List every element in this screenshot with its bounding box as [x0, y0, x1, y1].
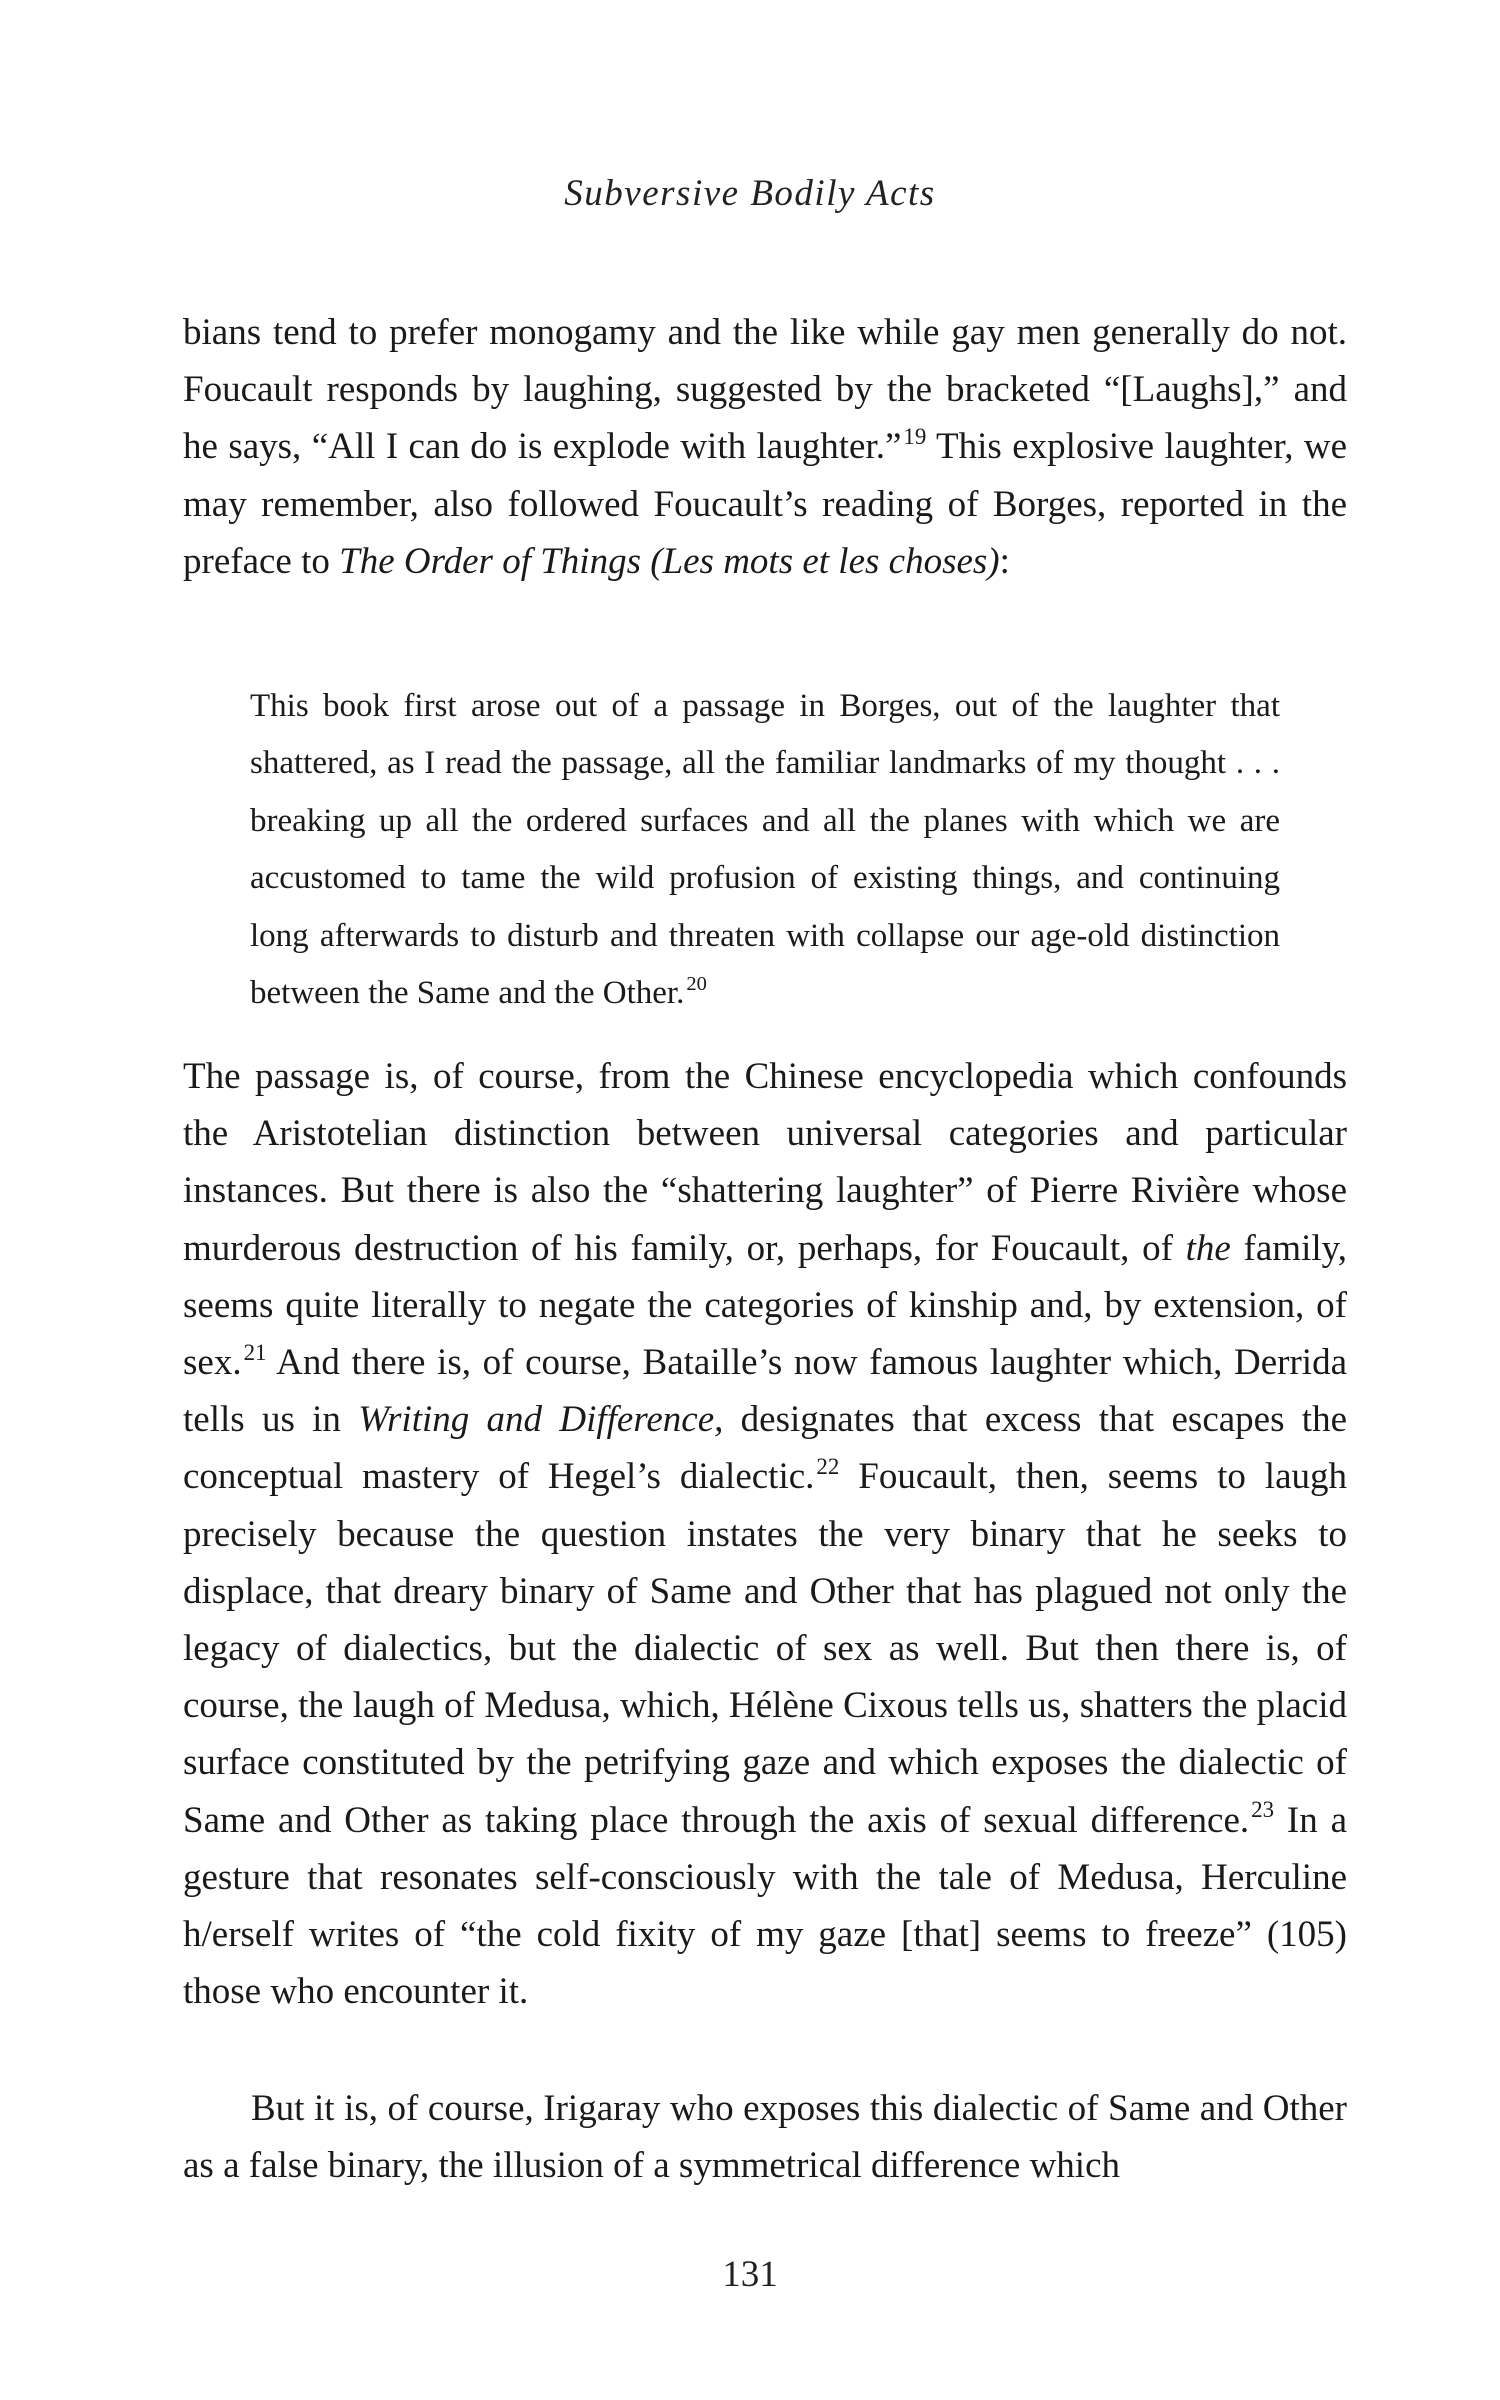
footnote-marker-21: 21: [243, 1339, 267, 1365]
footnote-marker-22: 22: [816, 1454, 840, 1480]
paragraph-3: [183, 2080, 1347, 2194]
page-number: 131: [722, 2254, 778, 2295]
footnote-marker-19: 19: [903, 424, 927, 450]
book-title-writing-and-difference: Writing and Difference,: [358, 1399, 724, 1441]
block-quote-text: This book first arose out of a passage in Borges, out of the laughter that shattered, as I read the passage, all the familiar landmarks of my thought . . . breaking up all the ordered surfaces and all the planes with which we are accustomed to tame the wild profusion of existing things, and continuing long afterwards to disturb and threaten with collapse our age-old distinction between the Same and the Other.: [250, 688, 1280, 1012]
paragraph-2-text-5: Foucault, then, seems to laugh precisely because the question instates the very binary that he seeks to displace, that dreary binary of Same and Other that has plagued not only the legacy of dialectics, but the dialectic of sex as well. But then there is, of course, the laugh of Medusa, which, Hélène Cixous tells us, shatters the placid surface constituted by the petrifying gaze and which exposes the dialectic of Same and Other as taking place through the axis of sexual difference.: [183, 1456, 1347, 1841]
footnote-marker-23: 23: [1251, 1797, 1275, 1823]
footnote-marker-20: 20: [686, 973, 707, 996]
block-quote: [250, 678, 1280, 1022]
paragraph-1: [183, 304, 1347, 590]
emphasis-the: the: [1185, 1227, 1231, 1269]
paragraph-2-text-1: The passage is, of course, from the Chinese encyclopedia which confounds the Aristotelian distinction between universal categories and particular instances. But there is also the “shattering laughter” of Pierre Rivière whose murderous destruction of his family, or, perhaps, for Foucault, of: [183, 1056, 1347, 1269]
paragraph-1-text-2: This explosive laughter, we may remember, also followed Foucault’s reading of Borges, reported in the preface to: [183, 426, 1347, 582]
running-head: Subversive Bodily Acts: [564, 173, 936, 214]
paragraph-1-text-1: bians tend to prefer monogamy and the like while gay men generally do not. Foucault responds by laughing, suggested by the bracketed “[Laughs],” and he says, “All I can do is explode with laughter.”: [183, 312, 1347, 468]
paragraph-1-text-3: :: [999, 540, 1010, 582]
paragraph-2-text-2: family, seems quite literally to negate the categories of kinship and, by extension, of sex.: [183, 1227, 1347, 1384]
paragraph-2-text-3: And there is, of course, Bataille’s now famous laughter which, Derrida tells us in: [183, 1342, 1347, 1441]
paragraph-2-text-6: In a gesture that resonates self-consciously with the tale of Medusa, Herculine h/erself writes of “the cold fixity of my gaze [that] seems to freeze” (105) those who encounter it.: [183, 1799, 1348, 2013]
paragraph-2-text-4: designates that excess that escapes the conceptual mastery of Hegel’s dialectic.: [183, 1399, 1347, 1498]
book-title-order-of-things: The Order of Things (Les mots et les choses): [339, 540, 1000, 582]
paragraph-3-text: But it is, of course, Irigaray who exposes this dialectic of Same and Other as a false binary, the illusion of a symmetrical difference which: [183, 2088, 1347, 2187]
paragraph-2: [183, 1048, 1347, 2020]
